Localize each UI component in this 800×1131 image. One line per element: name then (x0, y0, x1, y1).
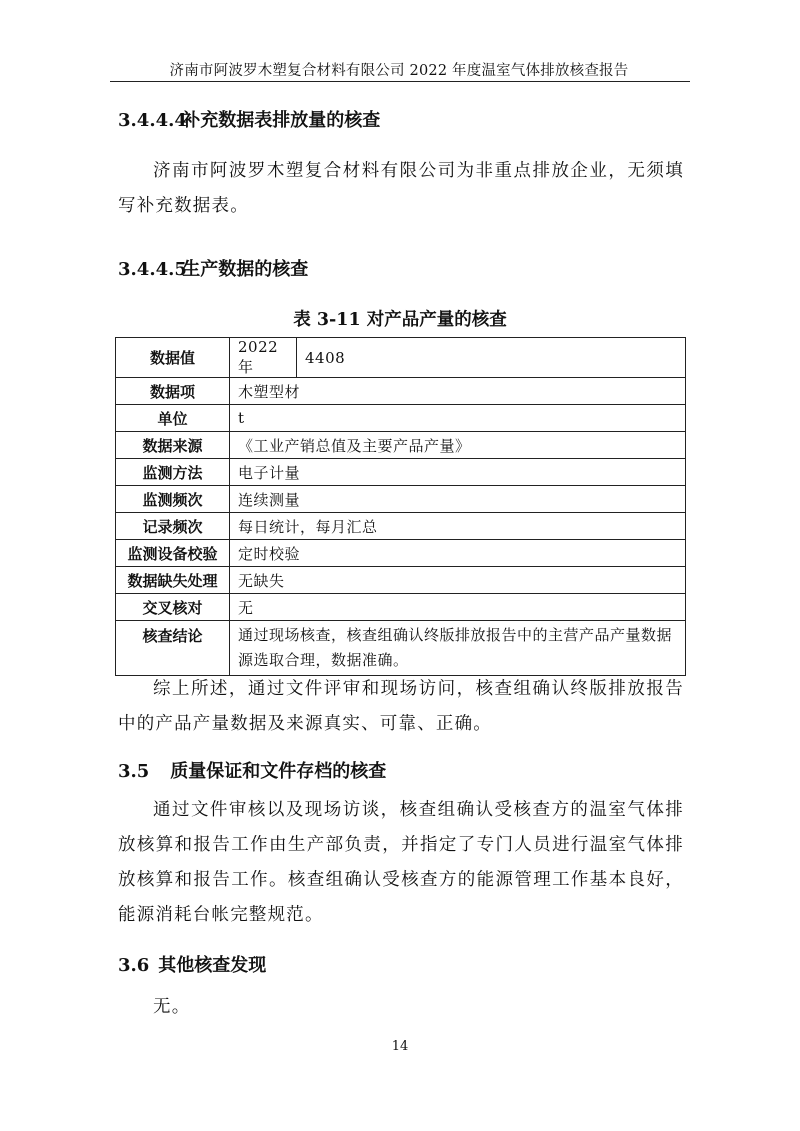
row-value: 无缺失 (230, 567, 686, 594)
row-label: 数据来源 (116, 432, 230, 459)
table-row (116, 594, 686, 621)
heading-3445 (118, 255, 308, 281)
heading-36-title: 其他核查发现 (158, 955, 267, 976)
heading-3444-number: 3.4.4.4 (118, 110, 187, 131)
page-header: 济南市阿波罗木塑复合材料有限公司 2022 年度温室气体排放核查报告 (169, 63, 629, 79)
row-label: 核查结论 (116, 621, 230, 676)
row-value: 电子计量 (230, 459, 686, 486)
row-label: 交叉核对 (116, 594, 230, 621)
row-value: 通过现场核查，核查组确认终版排放报告中的主营产品产量数据源选取合理，数据准确。 (230, 621, 686, 676)
header-rule (110, 81, 690, 82)
row-value: 4408 (297, 338, 686, 378)
heading-35-number: 3.5 (118, 761, 150, 782)
heading-3445-number: 3.4.4.5 (118, 259, 187, 280)
summary-paragraph: 综上所述，通过文件评审和现场访问，核查组确认终版排放报告中的产品产量数据及来源真实、可靠、正确。 (118, 679, 684, 734)
row-year: 2022 年 (230, 338, 297, 378)
row-label: 数据缺失处理 (116, 567, 230, 594)
heading-3444 (118, 106, 380, 132)
table-row (116, 621, 686, 676)
table-row (116, 338, 686, 378)
table-row (116, 459, 686, 486)
heading-3444-title: 补充数据表排放量的核查 (182, 110, 381, 131)
row-label: 监测方法 (116, 459, 230, 486)
row-value: 木塑型材 (230, 378, 686, 405)
heading-3445-title: 生产数据的核查 (182, 259, 309, 280)
heading-35 (118, 757, 386, 783)
table-row (116, 405, 686, 432)
heading-35-title: 质量保证和文件存档的核查 (170, 761, 387, 782)
row-value: 《工业产销总值及主要产品产量》 (230, 432, 686, 459)
table-row (116, 378, 686, 405)
row-value: 每日统计，每月汇总 (230, 513, 686, 540)
page-number: 14 (391, 1039, 409, 1054)
table-row (116, 567, 686, 594)
row-label: 监测设备校验 (116, 540, 230, 567)
row-label: 数据项 (116, 378, 230, 405)
paragraph-35: 通过文件审核以及现场访谈，核查组确认受核查方的温室气体排放核算和报告工作由生产部负责，并指定了专门人员进行温室气体排放核算和报告工作。核查组确认受核查方的能源管理工作基本良好，能源消耗台帐完整规范。 (118, 800, 684, 925)
table-row (116, 513, 686, 540)
row-label: 记录频次 (116, 513, 230, 540)
row-label: 单位 (116, 405, 230, 432)
row-value: 连续测量 (230, 486, 686, 513)
row-label: 监测频次 (116, 486, 230, 513)
table-row (116, 540, 686, 567)
row-label: 数据值 (116, 338, 230, 378)
paragraph-36: 无。 (153, 997, 191, 1017)
row-value: 无 (230, 594, 686, 621)
production-data-table (115, 337, 686, 676)
table-row (116, 486, 686, 513)
row-value: t (230, 405, 686, 432)
row-value: 定时校验 (230, 540, 686, 567)
table-row (116, 432, 686, 459)
table-caption: 表 3-11 对产品产量的核查 (293, 310, 507, 330)
paragraph-3444: 济南市阿波罗木塑复合材料有限公司为非重点排放企业，无须填写补充数据表。 (118, 161, 684, 216)
heading-36-number: 3.6 (118, 955, 150, 976)
heading-36 (118, 951, 266, 977)
